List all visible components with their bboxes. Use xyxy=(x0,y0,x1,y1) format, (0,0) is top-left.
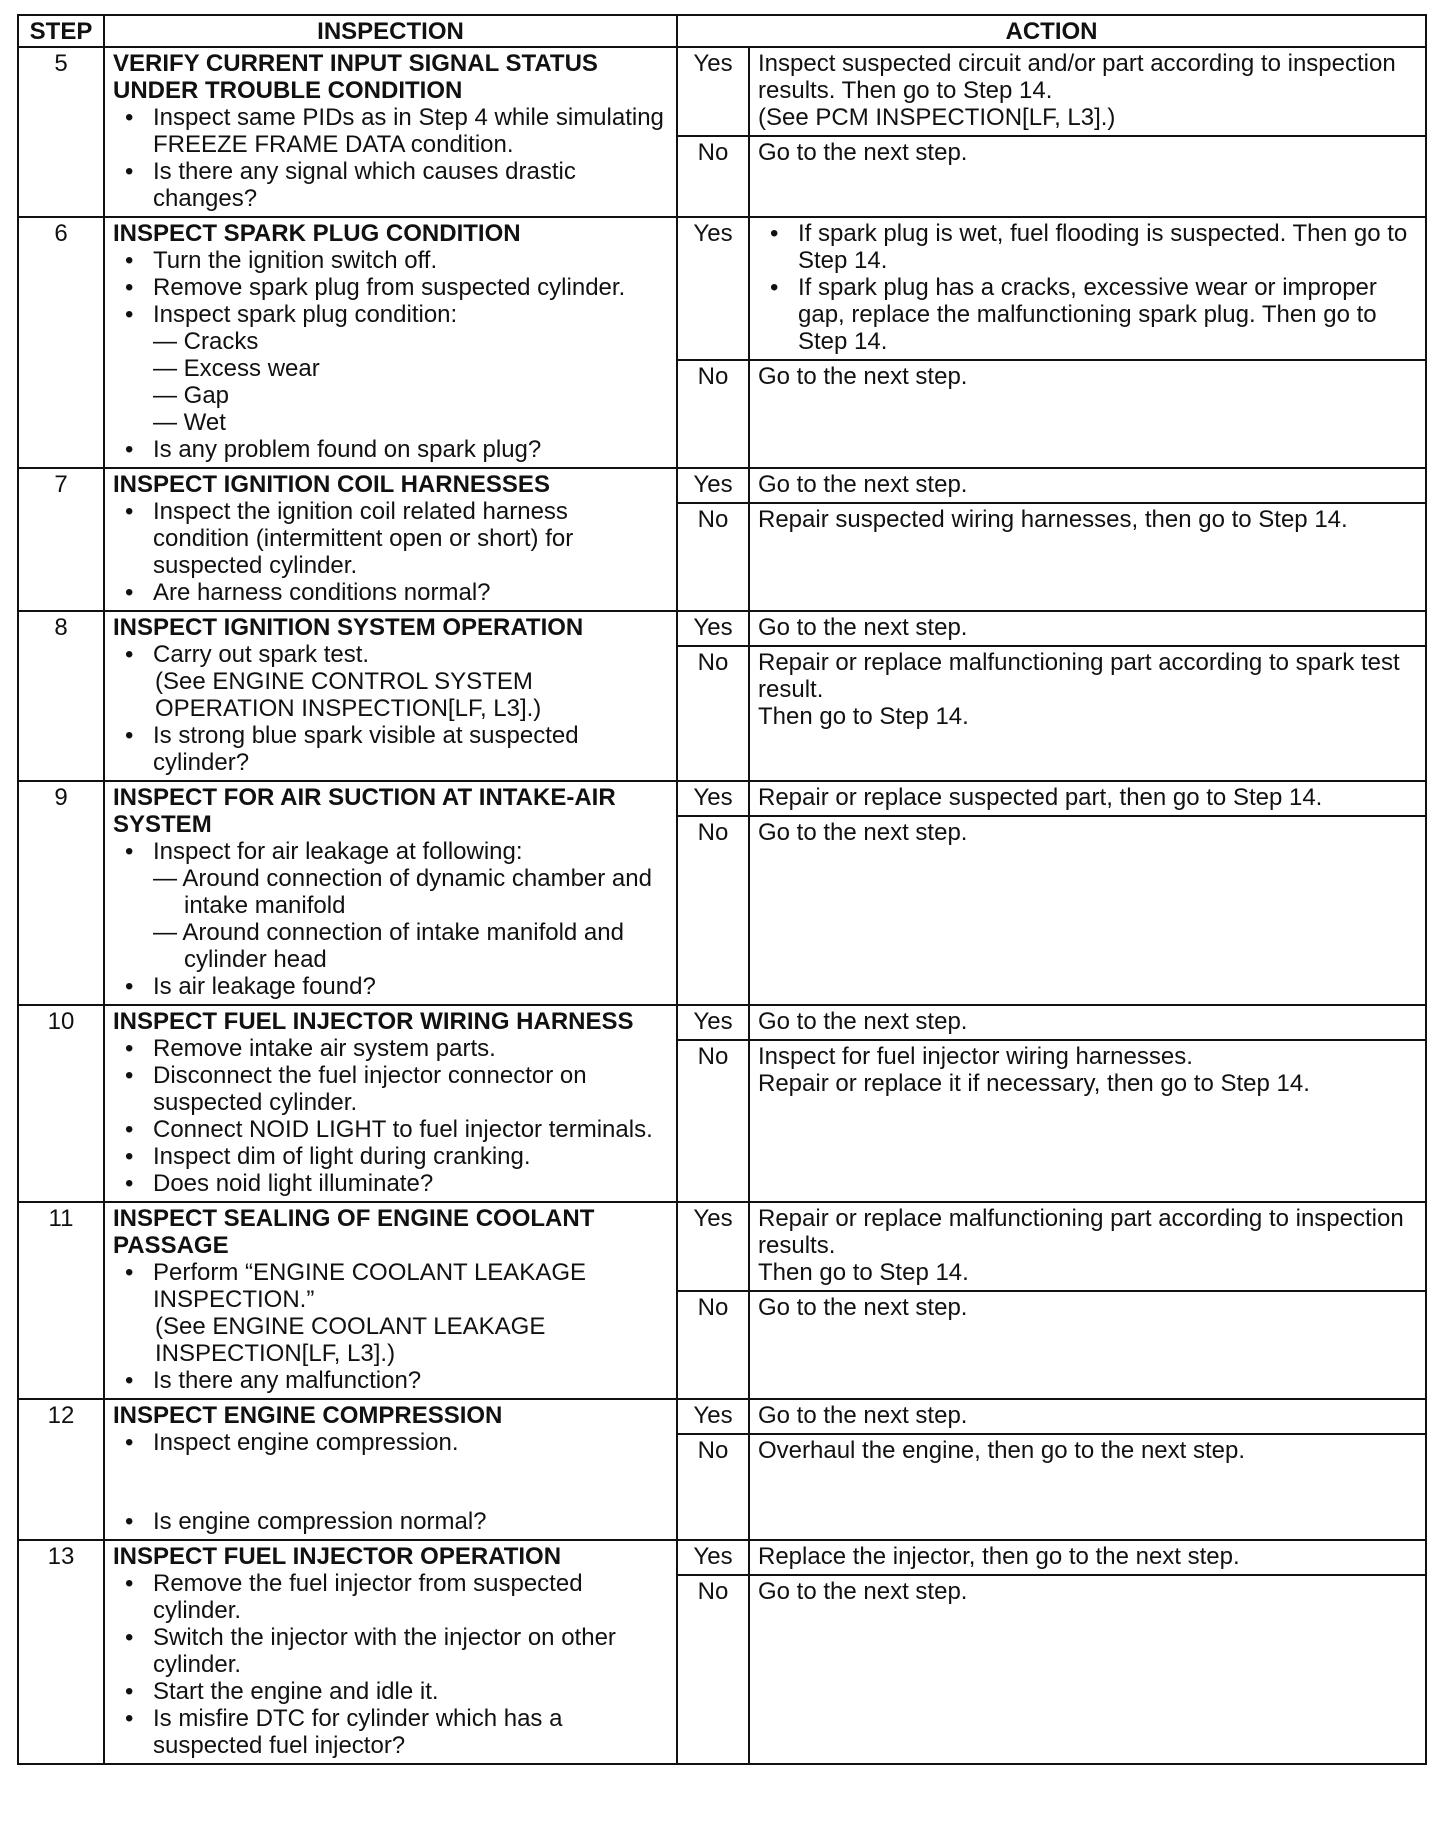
action-line: Then go to Step 14. xyxy=(758,703,969,730)
bullet-text: Inspect for air leakage at following: xyxy=(153,838,523,865)
inspection-list xyxy=(113,247,668,463)
no-label: No xyxy=(677,503,749,611)
yes-action: Go to the next step. xyxy=(749,1399,1426,1434)
no-label: No xyxy=(677,646,749,781)
yes-label: Yes xyxy=(677,1399,749,1434)
step-number: 9 xyxy=(18,781,104,1005)
action-line: Then go to Step 14. xyxy=(758,1259,969,1286)
yes-label: Yes xyxy=(677,781,749,816)
table-row xyxy=(18,611,1426,646)
diagnostic-table xyxy=(17,14,1427,1765)
inspection-list xyxy=(113,104,668,212)
yes-label: Yes xyxy=(677,611,749,646)
no-label: No xyxy=(677,360,749,468)
inspection-bullet: • Turn the ignition switch off. xyxy=(113,247,668,274)
inspection-bullet xyxy=(113,838,668,973)
action-bullet: • If spark plug is wet, fuel flooding is suspected. Then go to Step 14. xyxy=(758,220,1417,274)
inspection-cell xyxy=(104,1540,677,1764)
inspection-bullet: • Inspect the ignition coil related harness condition (intermittent open or short) for suspected cylinder. xyxy=(113,498,668,579)
inspection-title: INSPECT IGNITION SYSTEM OPERATION xyxy=(113,614,584,641)
inspection-cell xyxy=(104,1202,677,1399)
no-label: No xyxy=(677,1291,749,1399)
action-list xyxy=(758,220,1417,355)
yes-action xyxy=(749,1202,1426,1291)
action-line: (See PCM INSPECTION[LF, L3].) xyxy=(758,104,1116,131)
yes-label: Yes xyxy=(677,1540,749,1575)
inspection-bullet: • Remove intake air system parts. xyxy=(113,1035,668,1062)
sub-item: — Around connection of dynamic chamber and intake manifold xyxy=(153,865,652,919)
inspection-cell xyxy=(104,1005,677,1202)
inspection-bullet: • Inspect engine compression. xyxy=(113,1429,668,1456)
inspection-list xyxy=(113,1508,668,1535)
no-action xyxy=(749,646,1426,781)
yes-action xyxy=(749,47,1426,136)
inspection-bullet xyxy=(113,301,668,436)
inspection-bullet: • Disconnect the fuel injector connector on suspected cylinder. xyxy=(113,1062,668,1116)
inspection-list xyxy=(113,1429,668,1456)
yes-label: Yes xyxy=(677,1202,749,1291)
no-label: No xyxy=(677,136,749,217)
no-action xyxy=(749,1040,1426,1202)
no-action: Go to the next step. xyxy=(749,816,1426,1005)
inspection-cell xyxy=(104,781,677,1005)
header-action: ACTION xyxy=(677,15,1426,47)
blank-space xyxy=(113,1456,668,1508)
inspection-question: • Is air leakage found? xyxy=(113,973,668,1000)
inspection-list xyxy=(113,838,668,1000)
inspection-list xyxy=(113,641,668,776)
inspection-question: • Is strong blue spark visible at suspected cylinder? xyxy=(113,722,668,776)
inspection-question: • Is misfire DTC for cylinder which has a suspected fuel injector? xyxy=(113,1705,668,1759)
inspection-question: • Does noid light illuminate? xyxy=(113,1170,668,1197)
no-label: No xyxy=(677,816,749,1005)
yes-action xyxy=(749,217,1426,360)
no-label: No xyxy=(677,1575,749,1764)
inspection-cell xyxy=(104,468,677,611)
inspection-bullet xyxy=(113,641,668,722)
no-action: Go to the next step. xyxy=(749,1575,1426,1764)
sub-item: — Excess wear xyxy=(153,355,320,382)
inspection-title: INSPECT ENGINE COMPRESSION xyxy=(113,1402,503,1429)
bullet-text: Perform “ENGINE COOLANT LEAKAGE INSPECTION.” xyxy=(153,1259,586,1313)
header-inspection: INSPECTION xyxy=(104,15,677,47)
action-line: Inspect for fuel injector wiring harnesses. xyxy=(758,1043,1193,1070)
inspection-bullet: • Is there any signal which causes drastic changes? xyxy=(113,158,668,212)
reference-note: (See ENGINE CONTROL SYSTEM OPERATION INSPECTION[LF, L3].) xyxy=(155,668,542,722)
inspection-title: INSPECT SEALING OF ENGINE COOLANT PASSAGE xyxy=(113,1205,595,1259)
table-row xyxy=(18,1399,1426,1434)
sub-item: — Gap xyxy=(153,382,230,409)
inspection-question: • Is there any malfunction? xyxy=(113,1367,668,1394)
yes-action: Go to the next step. xyxy=(749,468,1426,503)
inspection-title: INSPECT FOR AIR SUCTION AT INTAKE-AIR SYSTEM xyxy=(113,784,616,838)
yes-label: Yes xyxy=(677,47,749,136)
yes-action: Repair or replace suspected part, then go to Step 14. xyxy=(749,781,1426,816)
step-number: 12 xyxy=(18,1399,104,1540)
inspection-title: INSPECT SPARK PLUG CONDITION xyxy=(113,220,521,247)
inspection-bullet: • Remove spark plug from suspected cylinder. xyxy=(113,274,668,301)
inspection-title: INSPECT FUEL INJECTOR OPERATION xyxy=(113,1543,562,1570)
inspection-list xyxy=(113,1259,668,1394)
action-line: Repair or replace it if necessary, then go to Step 14. xyxy=(758,1070,1310,1097)
table-row xyxy=(18,468,1426,503)
no-label: No xyxy=(677,1040,749,1202)
inspection-cell xyxy=(104,217,677,468)
inspection-title: VERIFY CURRENT INPUT SIGNAL STATUS UNDER TROUBLE CONDITION xyxy=(113,50,598,104)
header-step: STEP xyxy=(18,15,104,47)
no-action: Repair suspected wiring harnesses, then go to Step 14. xyxy=(749,503,1426,611)
no-action: Go to the next step. xyxy=(749,1291,1426,1399)
inspection-title: INSPECT FUEL INJECTOR WIRING HARNESS xyxy=(113,1008,634,1035)
step-number: 10 xyxy=(18,1005,104,1202)
step-number: 5 xyxy=(18,47,104,217)
step-number: 11 xyxy=(18,1202,104,1399)
step-number: 13 xyxy=(18,1540,104,1764)
no-action: Overhaul the engine, then go to the next step. xyxy=(749,1434,1426,1540)
step-number: 6 xyxy=(18,217,104,468)
inspection-cell xyxy=(104,1399,677,1540)
diagnostic-procedure-sheet xyxy=(17,14,1425,1814)
action-line: Repair or replace malfunctioning part according to inspection results. xyxy=(758,1205,1404,1259)
yes-action: Go to the next step. xyxy=(749,1005,1426,1040)
table-header-row xyxy=(18,15,1426,47)
inspection-bullet: • Switch the injector with the injector on other cylinder. xyxy=(113,1624,668,1678)
sub-item: — Wet xyxy=(153,409,226,436)
action-line: Repair or replace malfunctioning part according to spark test result. xyxy=(758,649,1400,703)
no-label: No xyxy=(677,1434,749,1540)
sub-item: — Around connection of intake manifold and cylinder head xyxy=(153,919,624,973)
step-number: 7 xyxy=(18,468,104,611)
table-row xyxy=(18,1540,1426,1575)
action-bullet: • If spark plug has a cracks, excessive wear or improper gap, replace the malfunctioning spark plug. Then go to Step 14. xyxy=(758,274,1417,355)
table-row xyxy=(18,781,1426,816)
reference-note: (See ENGINE COOLANT LEAKAGE INSPECTION[LF, L3].) xyxy=(155,1313,546,1367)
inspection-cell xyxy=(104,47,677,217)
yes-label: Yes xyxy=(677,1005,749,1040)
inspection-cell xyxy=(104,611,677,781)
inspection-list xyxy=(113,1035,668,1197)
inspection-bullet: • Remove the fuel injector from suspected cylinder. xyxy=(113,1570,668,1624)
table-row xyxy=(18,47,1426,136)
inspection-bullet: • Start the engine and idle it. xyxy=(113,1678,668,1705)
inspection-bullet: • Inspect dim of light during cranking. xyxy=(113,1143,668,1170)
step-number: 8 xyxy=(18,611,104,781)
table-row xyxy=(18,1202,1426,1291)
inspection-bullet: • Connect NOID LIGHT to fuel injector terminals. xyxy=(113,1116,668,1143)
inspection-bullet xyxy=(113,1259,668,1367)
inspection-bullet: • Are harness conditions normal? xyxy=(113,579,668,606)
yes-label: Yes xyxy=(677,468,749,503)
table-row xyxy=(18,217,1426,360)
yes-action: Go to the next step. xyxy=(749,611,1426,646)
inspection-question: • Is any problem found on spark plug? xyxy=(113,436,668,463)
sub-item: — Cracks xyxy=(153,328,259,355)
yes-label: Yes xyxy=(677,217,749,360)
inspection-bullet: • Inspect same PIDs as in Step 4 while simulating FREEZE FRAME DATA condition. xyxy=(113,104,668,158)
bullet-text: Inspect spark plug condition: xyxy=(153,301,458,328)
inspection-list xyxy=(113,498,668,606)
inspection-question: • Is engine compression normal? xyxy=(113,1508,668,1535)
bullet-text: Carry out spark test. xyxy=(153,641,370,668)
no-action: Go to the next step. xyxy=(749,360,1426,468)
no-action: Go to the next step. xyxy=(749,136,1426,217)
table-row xyxy=(18,1005,1426,1040)
inspection-list xyxy=(113,1570,668,1759)
yes-action: Replace the injector, then go to the next step. xyxy=(749,1540,1426,1575)
action-line: Inspect suspected circuit and/or part according to inspection results. Then go to Step 14. xyxy=(758,50,1396,104)
inspection-title: INSPECT IGNITION COIL HARNESSES xyxy=(113,471,550,498)
